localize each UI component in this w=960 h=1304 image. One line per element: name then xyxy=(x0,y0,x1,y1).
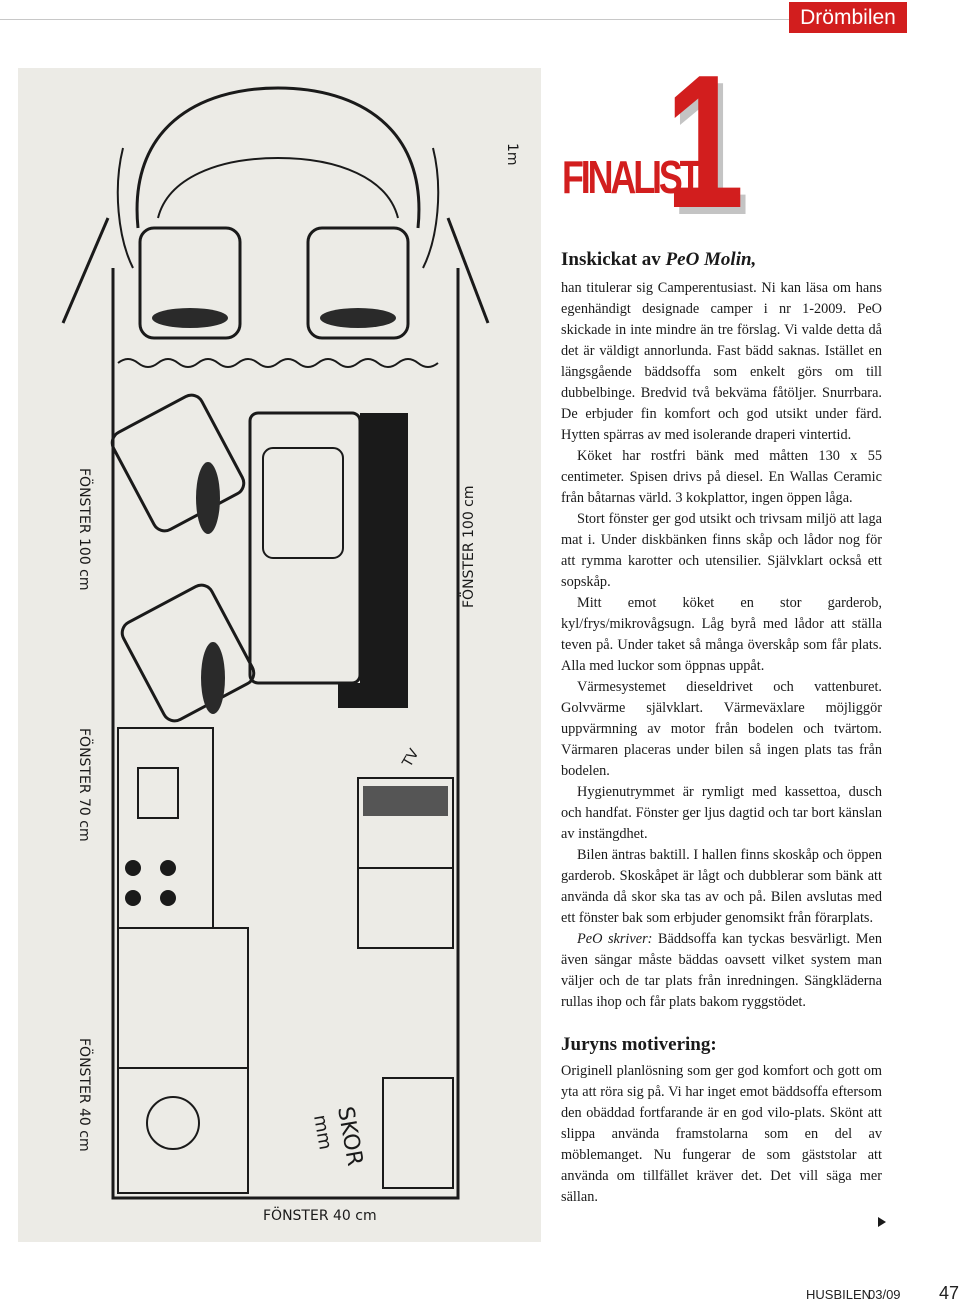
tv-label: TV xyxy=(399,746,423,770)
quote-label: PeO skriver: xyxy=(577,931,653,947)
article-paragraph-2: Köket har rostfri bänk med måtten 130 x 55 centimeter. Spisen drivs på diesel. En Wallas Ceramic från båtarnas värld. 3 kokplattor, ingen öppen låga. xyxy=(561,448,882,506)
window-label-right-100: FÖNSTER 100 cm xyxy=(461,485,477,608)
byline-prefix: Inskickat av xyxy=(561,249,666,270)
shoes-label-2: mm xyxy=(309,1113,336,1152)
scale-label: 1m xyxy=(504,143,520,166)
article-paragraph-7: Bilen äntras baktill. I hallen finns skoskåp och öppen garderob. Skoskåpet är lågt och dubblerar som bänk att använda då skor ska tas av och på. Bilen avslutas med ett fönster bak som erbjuder genomsikt från förarplats. xyxy=(561,847,882,926)
header-rule xyxy=(0,19,790,20)
page-number: 47 xyxy=(939,1283,960,1303)
footer-issue: 03/09 xyxy=(868,1287,901,1302)
floorplan-image xyxy=(18,68,541,1242)
window-label-left-70: FÖNSTER 70 cm xyxy=(76,728,92,842)
article-paragraph-3: Stort fönster ger god utsikt och trivsam miljö att laga mat i. Under diskbänken finns skåp och lådor nog för att rymma karotter och utensilier. Självklart också ett sopskåp. xyxy=(561,511,882,590)
article-paragraph-5: Värmesystemet dieseldrivet och vattenburet. Golvvärme självklart. Värmeväxlare möjliggör uppvärmning av motor från bodelen och tvärtom. Värmaren placeras under bilen så ingen plats tas från bodelen. xyxy=(561,679,882,779)
article-paragraph-1: han titulerar sig Camperentusiast. Ni kan läsa om hans egenhändigt designade camper i nr 1-2009. PeO skickade in inte mindre än tre förslag. Vi valde detta då det är väldigt annorlunda. Fast bädd saknas. Istället en längsgående bäddsoffa som enkelt görs om till dubbelbinge. Bredvid två bekväma fåtöljer. Snurrbara. De erbjuder fin komfort och god utsikt under färd. Hytten spärras av med isolerande draperi vintertid. xyxy=(561,280,882,443)
window-label-side-40: FÖNSTER 40 cm xyxy=(76,1038,92,1152)
quote-paragraph xyxy=(561,929,882,1013)
byline xyxy=(561,248,882,272)
window-label-bottom-40: FÖNSTER 40 cm xyxy=(263,1208,377,1224)
window-label-left-100: FÖNSTER 100 cm xyxy=(76,468,92,591)
jury-text: Originell planlösning som ger god komfort och gott om yta att röra sig på. Vi har inget emot bäddsoffa eftersom den obäddad fortfarande är en god vilo-plats. Skönt att slippa använda framstolarna som en del av möblemanget. Nu fungerar de som gäststolar att använda om tillfället kräver det. Det vill säga mer sällan. xyxy=(561,1063,882,1205)
byline-name: PeO Molin, xyxy=(665,249,757,270)
footer-magazine: HUSBILEN xyxy=(806,1287,872,1302)
article-paragraph-6: Hygienutrymmet är rymligt med kassettoa, dusch och handfat. Fönster ger ljus dagtid och tar bort känslan av instängdhet. xyxy=(561,784,882,842)
continue-arrow-icon xyxy=(878,1217,886,1227)
floorplan-drawing xyxy=(18,68,541,1242)
quote-text: Bäddsoffa kan tyckas besvärligt. Men även sängar måste bäddas oavsett vilket system man väljer och de tar plats från inredningen. Sängkläderna rullas ihop och får plats bakom ryggstödet. xyxy=(561,931,882,1010)
shoes-label: SKOR xyxy=(332,1104,368,1168)
jury-heading: Juryns motivering: xyxy=(561,1034,717,1055)
article-body xyxy=(561,248,882,1208)
section-tag: Drömbilen xyxy=(789,2,907,33)
finalist-label: FINALIST xyxy=(562,151,699,203)
finalist-number: 1 xyxy=(665,36,745,248)
article-paragraph-4: Mitt emot köket en stor garderob, kyl/frys/mikrovågsugn. Låg byrå med lådor att ställa teven på. Under taket så många överskåp som får plats. Alla med luckor som öppnas uppåt. xyxy=(561,595,882,674)
